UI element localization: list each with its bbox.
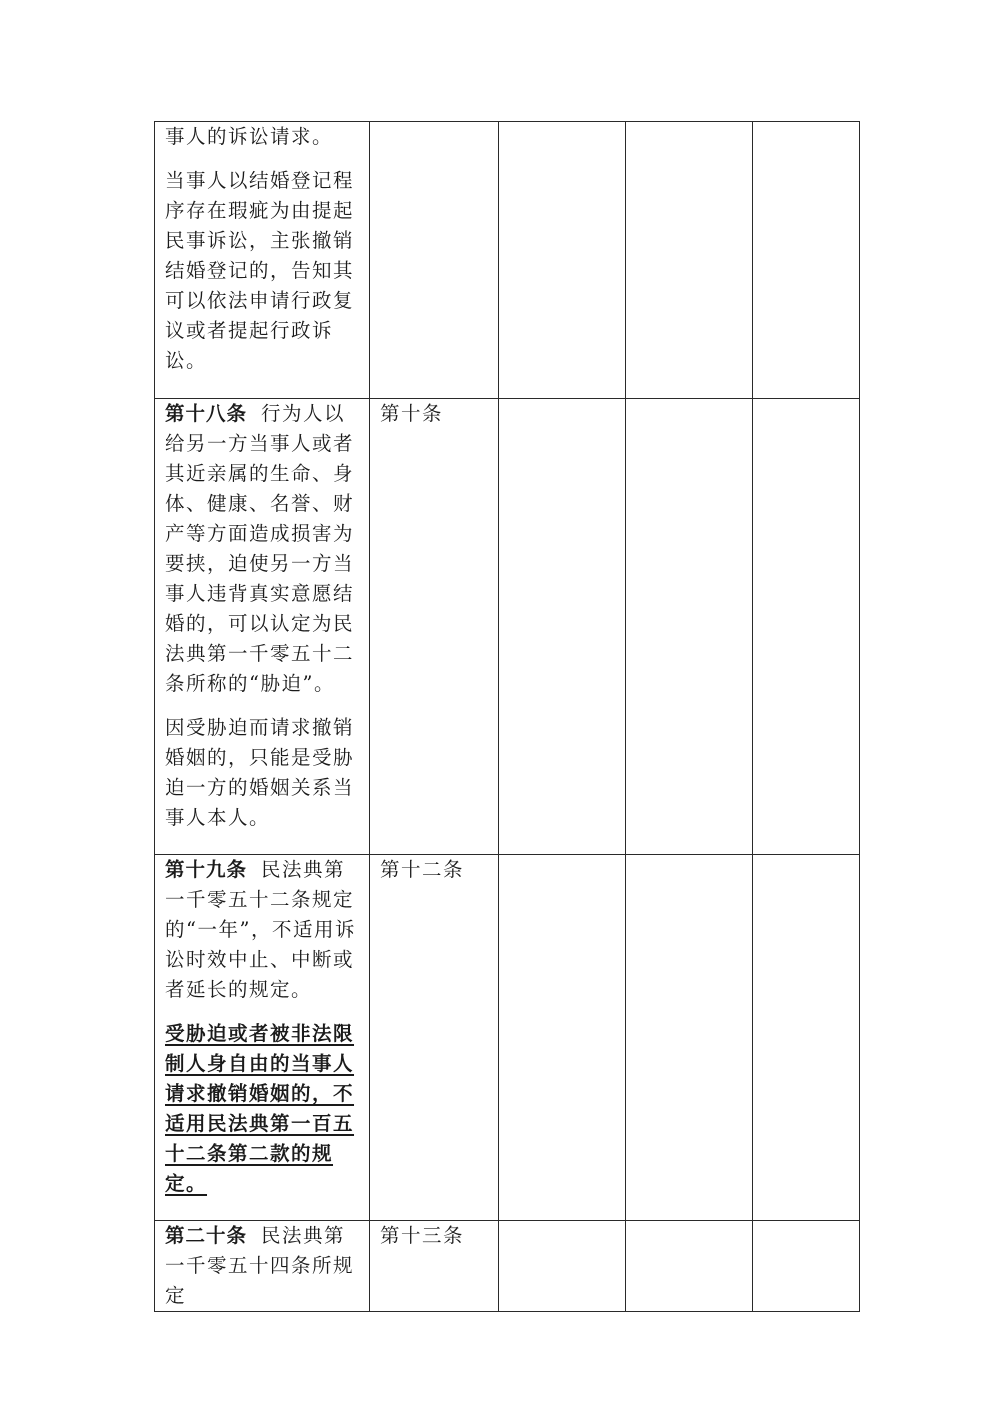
old-provision-cell: [370, 1221, 499, 1312]
provision-paragraph: 因受胁迫而请求撤销婚姻的，只能是受胁迫一方的婚姻关系当事人本人。: [165, 716, 355, 829]
comparison-table: [154, 121, 860, 1312]
empty-cell: [753, 855, 860, 1221]
old-provision-cell: [370, 855, 499, 1221]
empty-cell: [753, 122, 860, 399]
article-number: 第十八条: [165, 402, 248, 425]
old-provision-cell: [370, 122, 499, 399]
new-provision-cell: [155, 1221, 370, 1312]
table-row: [155, 1221, 860, 1312]
new-provision-cell: [155, 399, 370, 855]
empty-cell: [626, 855, 753, 1221]
provision-paragraph: [165, 399, 359, 699]
table-row: [155, 399, 860, 855]
table-row: [155, 855, 860, 1221]
added-provision-paragraph: 受胁迫或者被非法限制人身自由的当事人请求撤销婚姻的，不适用民法典第一百五十二条第二款的规定。: [165, 1022, 355, 1195]
empty-cell: [499, 399, 626, 855]
provision-paragraph: 当事人以结婚登记程序存在瑕疵为由提起民事诉讼，主张撤销结婚登记的，告知其可以依法申请行政复议或者提起行政诉讼。: [165, 169, 355, 372]
empty-cell: [499, 855, 626, 1221]
provision-text: 行为人以给另一方当事人或者其近亲属的生命、身体、健康、名誉、财产等方面造成损害为要挟，迫使另一方当事人违背真实意愿结婚的，可以认定为民法典第一千零五十二条所称的“胁迫”。: [165, 402, 355, 695]
provision-paragraph: [165, 1221, 359, 1311]
empty-cell: [753, 1221, 860, 1312]
provision-paragraph: [165, 855, 359, 1005]
old-article-ref: 第十三条: [380, 1224, 465, 1247]
old-provision-cell: [370, 399, 499, 855]
empty-cell: [626, 1221, 753, 1312]
empty-cell: [753, 399, 860, 855]
new-provision-cell: [155, 855, 370, 1221]
empty-cell: [499, 1221, 626, 1312]
provision-text: 民法典第一千零五十二条规定的“一年”，不适用诉讼时效中止、中断或者延长的规定。: [165, 858, 356, 1001]
table-row: [155, 122, 860, 399]
provision-paragraph: 事人的诉讼请求。: [165, 125, 334, 148]
empty-cell: [499, 122, 626, 399]
empty-cell: [626, 399, 753, 855]
new-provision-cell: [155, 122, 370, 399]
old-article-ref: 第十条: [380, 402, 444, 425]
article-number: 第十九条: [165, 858, 248, 881]
empty-cell: [626, 122, 753, 399]
old-article-ref: 第十二条: [380, 858, 465, 881]
provision-text: 民法典第一千零五十四条所规定: [165, 1224, 355, 1307]
article-number: 第二十条: [165, 1224, 248, 1247]
